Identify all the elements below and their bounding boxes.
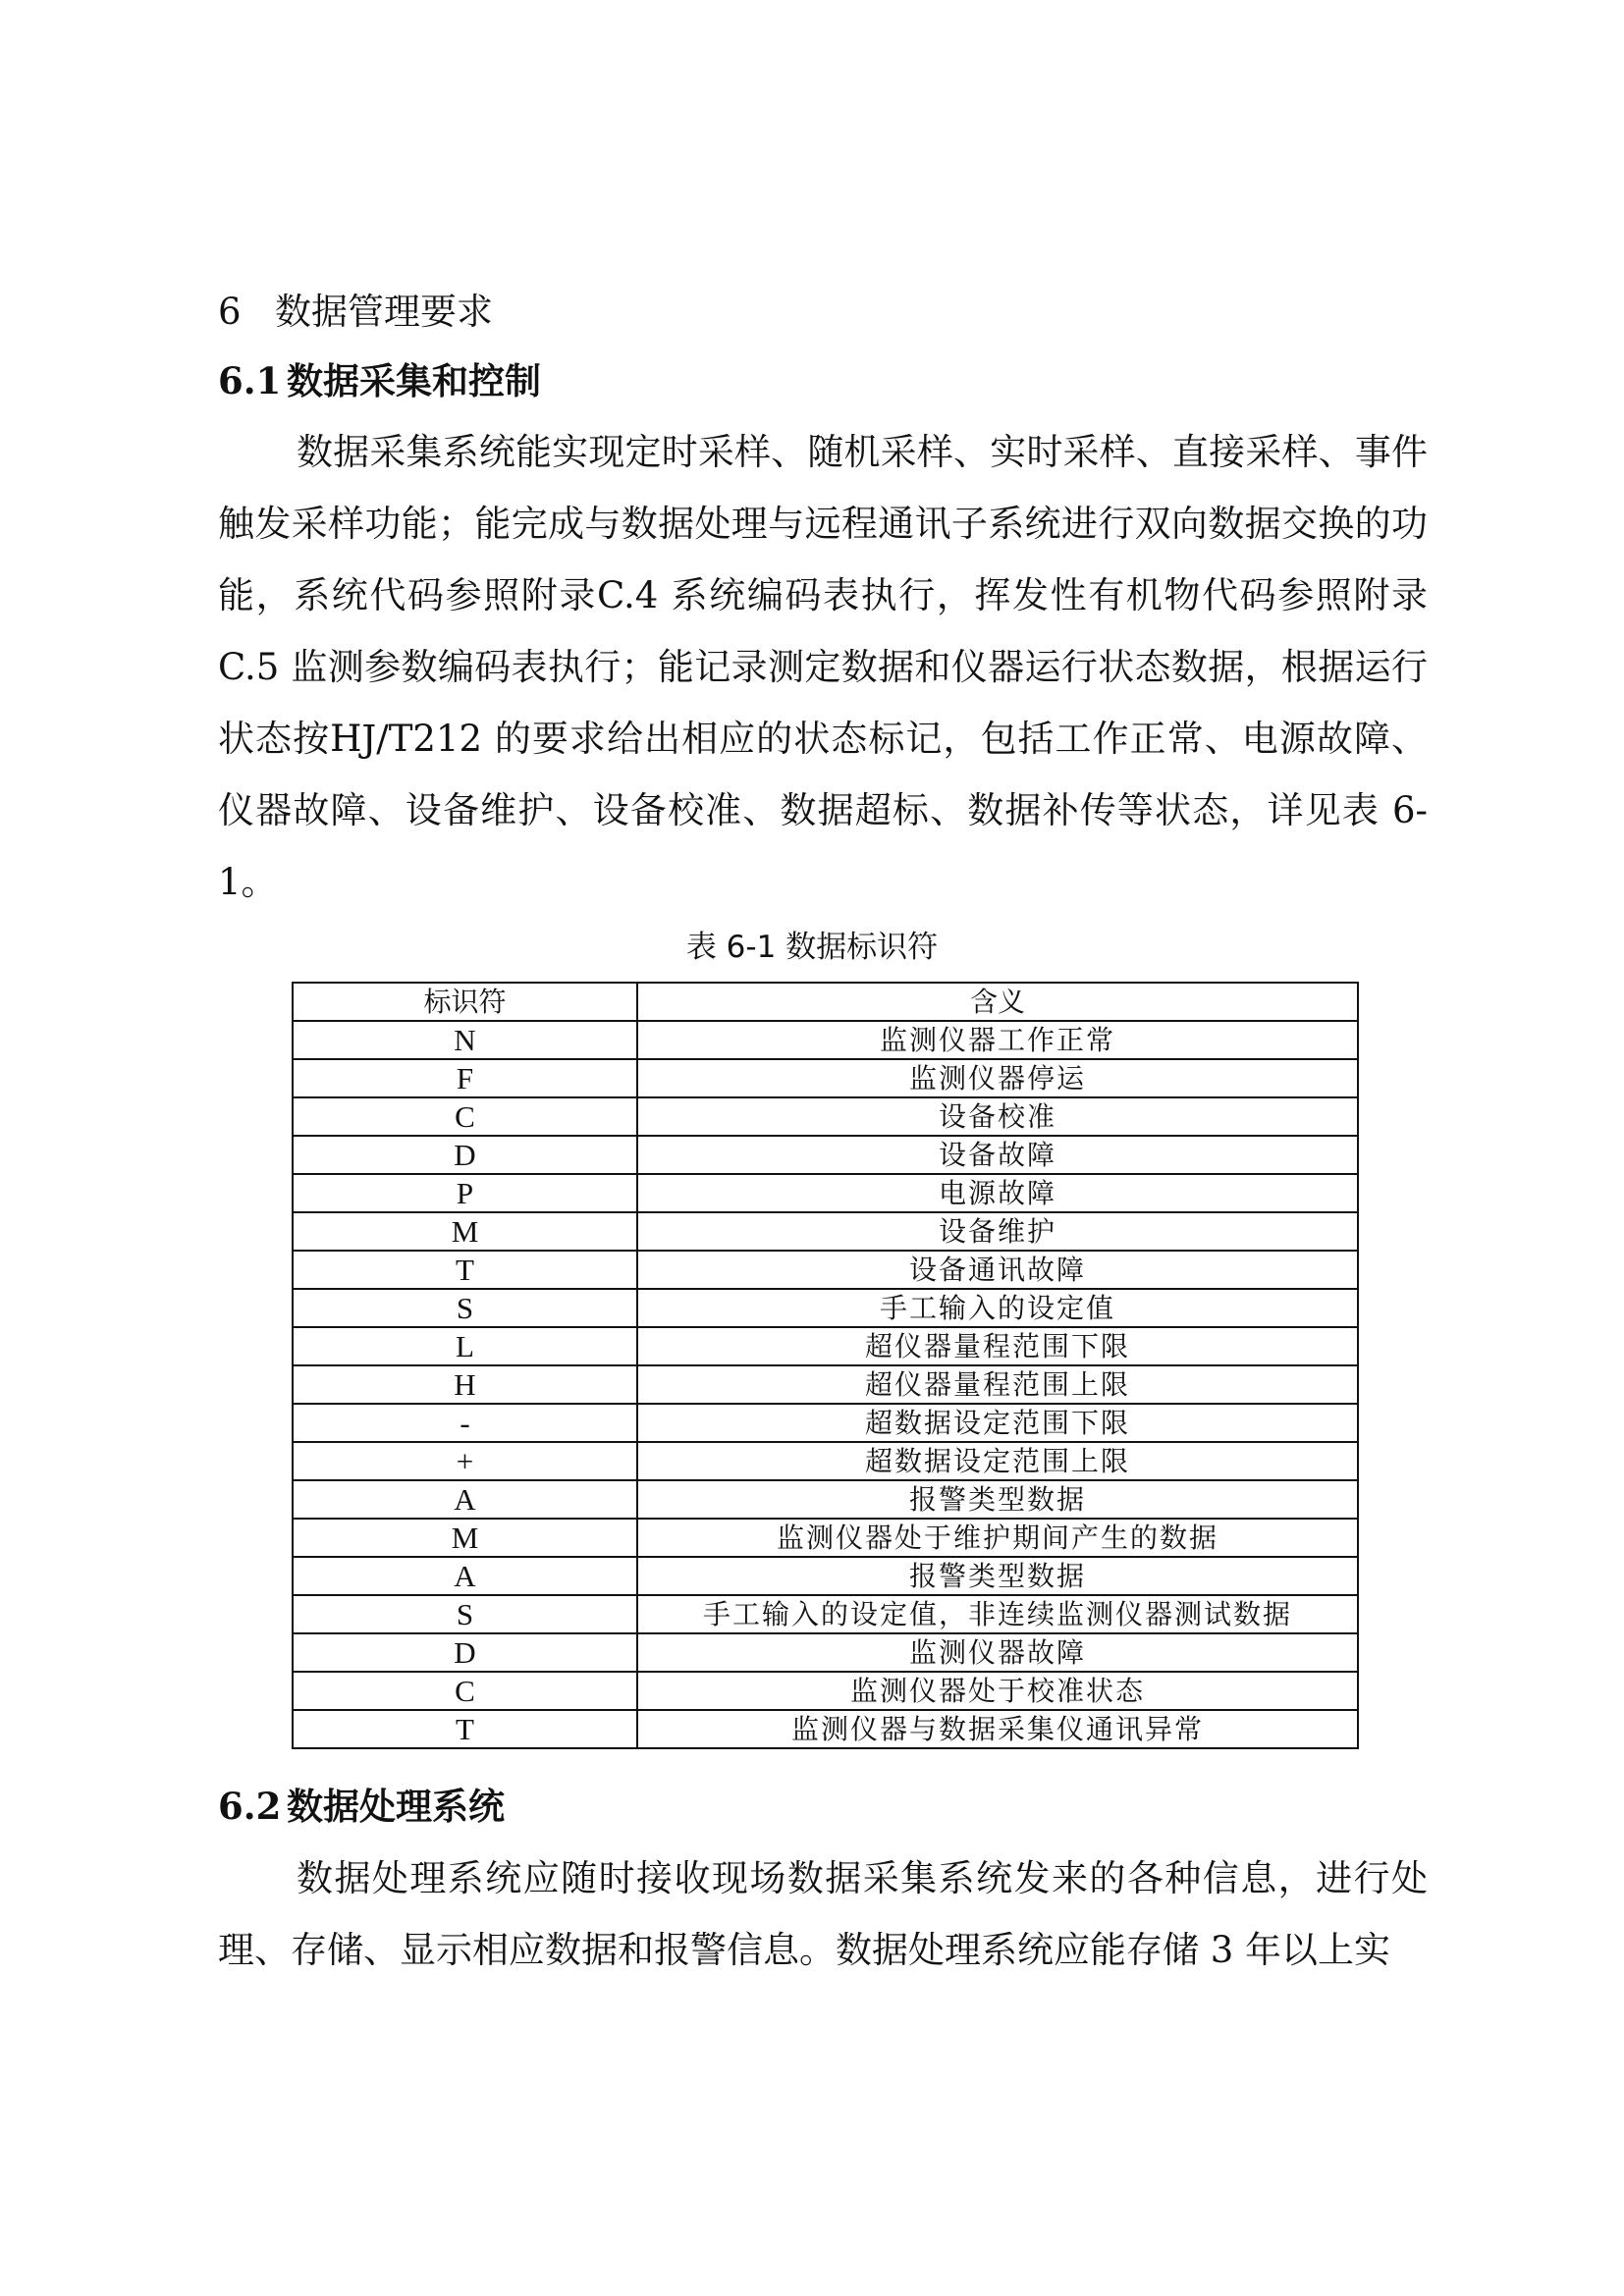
subsection-title: 数据处理系统 [287,1785,505,1828]
table-row [293,1174,1358,1212]
section-number: 6 [218,291,242,333]
identifier-meaning: 设备校准 [637,1097,1358,1136]
identifier-meaning: 手工输入的设定值，非连续监测仪器测试数据 [637,1595,1358,1633]
identifier-code: F [293,1059,637,1097]
identifier-meaning: 设备故障 [637,1136,1358,1174]
identifier-meaning: 监测仪器处于维护期间产生的数据 [637,1519,1358,1557]
identifier-code: - [293,1404,637,1442]
identifier-code: M [293,1212,637,1251]
identifier-code: S [293,1595,637,1633]
subsection-title: 数据采集和控制 [287,359,541,402]
identifier-meaning: 设备维护 [637,1212,1358,1251]
identifier-meaning: 报警类型数据 [637,1480,1358,1519]
table-row [293,1365,1358,1404]
identifier-meaning: 超数据设定范围上限 [637,1442,1358,1480]
table-row [293,1251,1358,1289]
table-row [293,1519,1358,1557]
table-row [293,1059,1358,1097]
table-row [293,1480,1358,1519]
identifier-meaning: 设备通讯故障 [637,1251,1358,1289]
identifier-meaning: 手工输入的设定值 [637,1289,1358,1327]
table-row [293,1595,1358,1633]
identifier-code: T [293,1251,637,1289]
data-identifier-table [292,982,1359,1749]
table-row [293,1672,1358,1710]
identifier-meaning: 监测仪器处于校准状态 [637,1672,1358,1710]
identifier-code: H [293,1365,637,1404]
table-row [293,1097,1358,1136]
section-title: 数据管理要求 [275,291,493,333]
identifier-code: T [293,1710,637,1748]
subsection-number: 6.1 [218,359,282,402]
table-row [293,1327,1358,1365]
table-row [293,1442,1358,1480]
table-row [293,1404,1358,1442]
identifier-meaning: 监测仪器工作正常 [637,1021,1358,1059]
identifier-code: C [293,1097,637,1136]
identifier-meaning: 监测仪器与数据采集仪通讯异常 [637,1710,1358,1748]
table-row [293,1212,1358,1251]
identifier-meaning: 监测仪器故障 [637,1633,1358,1672]
table-row [293,1289,1358,1327]
table-row [293,1557,1358,1595]
table-row [293,1710,1358,1748]
identifier-meaning: 报警类型数据 [637,1557,1358,1595]
subsection-heading-6-1 [218,359,541,402]
identifier-code: S [293,1289,637,1327]
section-heading [218,291,493,334]
column-header-meaning: 含义 [637,983,1358,1021]
identifier-code: N [293,1021,637,1059]
identifier-code: P [293,1174,637,1212]
identifier-code: M [293,1519,637,1557]
identifier-meaning: 超数据设定范围下限 [637,1404,1358,1442]
paragraph-data-collection: 数据采集系统能实现定时采样、随机采样、实时采样、直接采样、事件触发采样功能；能完成与数据处理与远程通讯子系统进行双向数据交换的功能，系统代码参照附录C.4 系统编码表执行，挥发性有机物代码参照附录C.5 监测参数编码表执行；能记录测定数据和仪器运行状态数据，根据运行状态按HJ/T212 的要求给出相应的状态标记，包括工作正常、电源故障、仪器故障、设备维护、设备校准、数据超标、数据补传等状态，详见表 6-1。 [218,431,1428,903]
table-caption: 表 6-1 数据标识符 [685,930,939,965]
paragraph-data-processing: 数据处理系统应随时接收现场数据采集系统发来的各种信息，进行处理、存储、显示相应数据和报警信息。数据处理系统应能存储 3 年以上实 [218,1857,1428,1971]
table-row [293,1633,1358,1672]
identifier-meaning: 超仪器量程范围下限 [637,1327,1358,1365]
table-header-row [293,983,1358,1021]
identifier-code: + [293,1442,637,1480]
column-header-code: 标识符 [293,983,637,1021]
identifier-code: D [293,1136,637,1174]
identifier-code: L [293,1327,637,1365]
identifier-meaning: 电源故障 [637,1174,1358,1212]
identifier-meaning: 监测仪器停运 [637,1059,1358,1097]
identifier-code: A [293,1480,637,1519]
subsection-heading-6-2 [218,1785,505,1828]
table-row [293,1021,1358,1059]
identifier-meaning: 超仪器量程范围上限 [637,1365,1358,1404]
identifier-code: A [293,1557,637,1595]
subsection-number: 6.2 [218,1785,282,1828]
table-row [293,1136,1358,1174]
identifier-code: C [293,1672,637,1710]
identifier-code: D [293,1633,637,1672]
